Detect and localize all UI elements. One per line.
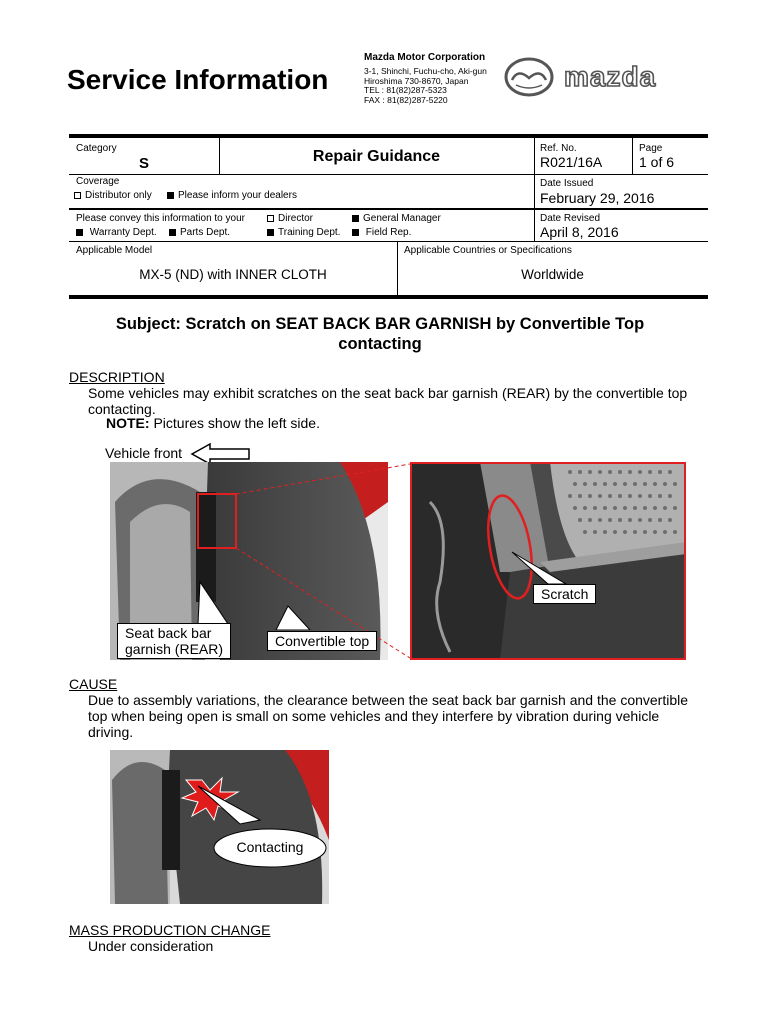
checkbox-filled	[169, 229, 176, 236]
category-value: S	[139, 155, 150, 172]
subject-heading	[80, 314, 680, 354]
company-tel: TEL : 81(82)287-5323	[364, 85, 447, 96]
description-note	[106, 415, 320, 431]
company-info	[364, 53, 487, 106]
coverage-option-dealers	[167, 190, 297, 201]
company-fax: FAX : 81(82)287-5220	[364, 95, 448, 106]
mass-production-heading: MASS PRODUCTION CHANGE	[69, 922, 271, 938]
garnish-callout-line-1: Seat back bar	[125, 625, 212, 641]
garnish-callout	[117, 623, 231, 659]
cause-line-2: top when being open is small on some vehicles and they interfere by vibration during vehicle	[88, 708, 660, 724]
contacting-callout-label: Contacting	[236, 839, 304, 855]
convey-label: Please convey this information to your	[76, 213, 245, 224]
subject-line-1: Subject: Scratch on SEAT BACK BAR GARNISH by Convertible Top	[115, 315, 645, 333]
page-title: Service Information	[67, 64, 329, 95]
description-heading: DESCRIPTION	[69, 369, 165, 385]
convey-training	[267, 227, 340, 238]
category-label: Category	[76, 143, 117, 154]
convey-parts	[169, 227, 230, 238]
convey-general-manager	[352, 213, 441, 224]
note-text: Pictures show the left side.	[149, 415, 320, 431]
ref-value: R021/16A	[540, 154, 603, 170]
scratch-callout-pointer	[508, 548, 568, 588]
convey-option-label: Parts Dept.	[180, 227, 231, 238]
checkbox-empty	[267, 215, 274, 222]
date-revised-value: April 8, 2016	[540, 224, 619, 240]
company-address-1: 3-1, Shinchi, Fuchu-cho, Aki-gun	[364, 65, 487, 76]
date-issued-value: February 29, 2016	[540, 190, 655, 206]
page-value: 1 of 6	[639, 154, 675, 170]
mass-production-text: Under consideration	[88, 938, 214, 954]
date-revised-label: Date Revised	[540, 213, 601, 224]
convertible-top-callout: Convertible top	[267, 631, 377, 651]
coverage-option-distributor	[74, 190, 152, 201]
cause-line-1: Due to assembly variations, the clearance between the seat back bar garnish and the convertible	[88, 692, 689, 708]
company-name: Mazda Motor Corporation	[364, 52, 486, 63]
convey-warranty	[76, 227, 157, 238]
coverage-option-label: Distributor only	[85, 190, 152, 201]
checkbox-empty	[74, 192, 81, 199]
note-label: NOTE:	[106, 415, 150, 431]
page-label: Page	[639, 143, 663, 154]
coverage-label: Coverage	[76, 176, 120, 187]
convey-option-label: Warranty Dept.	[89, 227, 157, 238]
model-value: MX-5 (ND) with INNER CLOTH	[139, 267, 327, 282]
checkbox-filled	[352, 215, 359, 222]
coverage-option-label: Please inform your dealers	[178, 190, 297, 201]
document-type: Repair Guidance	[312, 148, 441, 165]
vehicle-front-label: Vehicle front	[105, 445, 183, 461]
convey-director	[267, 213, 313, 224]
garnish-callout-line-2: garnish (REAR)	[125, 641, 224, 657]
info-table	[69, 134, 708, 300]
checkbox-filled	[76, 229, 83, 236]
company-address-2: Hiroshima 730-8670, Japan	[364, 75, 469, 86]
cause-line-3: driving.	[88, 724, 134, 740]
logo-wordmark: mazda	[564, 61, 657, 92]
contacting-callout-bubble	[190, 780, 330, 870]
description-line-2: contacting.	[88, 401, 156, 417]
date-issued-label: Date Issued	[540, 178, 594, 189]
checkbox-filled	[352, 229, 359, 236]
checkbox-filled	[167, 192, 174, 199]
ref-label: Ref. No.	[540, 143, 577, 154]
convey-option-label: Director	[278, 213, 314, 224]
description-line-1: Some vehicles may exhibit scratches on the seat back bar garnish (REAR) by the convertible top	[88, 385, 688, 401]
convey-option-label: Field Rep.	[365, 227, 412, 238]
countries-label: Applicable Countries or Specifications	[404, 245, 572, 256]
checkbox-filled	[267, 229, 274, 236]
cause-heading: CAUSE	[69, 676, 118, 692]
convey-option-label: Training Dept.	[278, 227, 341, 238]
convey-option-label: General Manager	[363, 213, 441, 224]
countries-value: Worldwide	[521, 267, 584, 282]
mazda-logo	[504, 56, 694, 100]
convey-field-rep	[352, 227, 411, 238]
subject-line-2: contacting	[338, 335, 422, 353]
scratch-callout: Scratch	[533, 584, 596, 604]
model-label: Applicable Model	[76, 245, 153, 256]
